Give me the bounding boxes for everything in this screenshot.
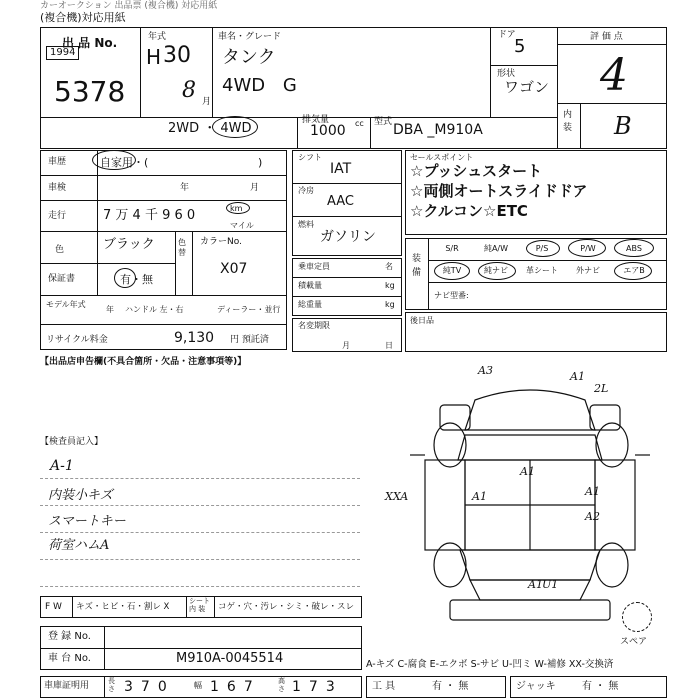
shape-value: ワゴン — [504, 78, 550, 96]
inspection-label: 車検 — [48, 183, 67, 193]
fuel-value: ガソリン — [320, 229, 376, 245]
inspection-month: 月 — [250, 183, 260, 193]
lot-label: 出 品 No. — [62, 36, 118, 50]
doors-value: 5 — [514, 36, 526, 57]
width-value: 167 — [210, 679, 261, 695]
header-subtitle: (複合機)対応用紙 — [40, 11, 126, 24]
cc-unit: cc — [355, 119, 364, 128]
equip-abs-circle — [614, 239, 654, 257]
history-circle — [92, 150, 136, 170]
equipment-label: 装備 — [412, 254, 422, 278]
mark-right-a1: A1 — [585, 485, 600, 498]
spare-tire-icon — [622, 602, 652, 632]
model-name: タンク — [222, 47, 276, 68]
equip-ps-circle — [526, 240, 560, 257]
interior-value: B — [614, 112, 632, 140]
mileage-mile: マイル — [230, 221, 254, 230]
fuel-label: 燃料 — [298, 220, 314, 229]
equip-abs: ABS — [626, 244, 642, 253]
equip-airbag-circle — [614, 262, 652, 280]
rating-label: 評 価 点 — [590, 32, 623, 42]
passengers-unit: 名 — [385, 262, 393, 271]
mark-side-xxa: XXA — [385, 490, 409, 503]
inspector-line-3: スマートキー — [48, 514, 126, 529]
notes-label: 【出品店申告欄(不具合箇所・欠品・注意事項等)】 — [40, 357, 247, 367]
spare-label: スペア — [620, 637, 648, 647]
mark-front-a1: A1 — [570, 370, 585, 383]
history-close: ) — [258, 156, 263, 169]
year-month: 8 — [182, 78, 196, 103]
chassis-label: 車 台 No. — [48, 653, 91, 664]
warranty-label: 保証書 — [48, 274, 76, 284]
height-label: 高さ — [278, 677, 285, 693]
total-unit: kg — [385, 300, 395, 309]
equip-pw: P/W — [580, 244, 596, 253]
year-value: 30 — [163, 43, 191, 68]
equip-sr: S/R — [445, 244, 459, 253]
lot-number: 5378 — [54, 75, 126, 108]
dealer: ディーラー・並行 — [217, 305, 281, 314]
history-label: 車歴 — [48, 157, 67, 167]
inspector-line-4: 荷室ハムA — [48, 538, 110, 553]
handle: ハンドル 左・右 — [125, 305, 184, 314]
recycle-value: 9,130 — [174, 330, 215, 346]
dimensions-label: 車庫証明用 — [44, 681, 90, 691]
equip-alloy: 純A/W — [483, 244, 509, 253]
equip-ps: P/S — [535, 244, 549, 253]
doors-label: ドア — [498, 30, 516, 40]
recycle-label: リサイクル料金 — [46, 335, 108, 345]
model-label: 車名・グレード — [218, 32, 282, 42]
ac-value: AAC — [327, 194, 354, 209]
color-change-label: 色替 — [178, 238, 186, 258]
equip-tv: 純TV — [442, 266, 462, 275]
year-month-unit: 月 — [202, 97, 212, 107]
ac-label: 冷房 — [298, 186, 314, 195]
color-label: 色 — [55, 245, 65, 255]
inspector-label: 【検査員記入】 — [40, 437, 104, 447]
left-info-block — [40, 150, 287, 350]
height-value: 173 — [292, 679, 343, 695]
displacement-label: 排気量 — [302, 115, 330, 125]
weight-label: 積載量 — [298, 281, 322, 290]
shape-label: 形状 — [497, 69, 516, 79]
mileage-value: 7 万 4 千 9 6 0 — [103, 208, 196, 223]
mark-roof-a1: A1 — [520, 465, 535, 478]
color-value: ブラック — [103, 237, 155, 252]
mileage-label: 走行 — [48, 211, 67, 221]
displacement-value: 1000 — [310, 123, 346, 139]
equip-navi: 純ナビ — [484, 266, 508, 275]
mileage-km: km — [230, 204, 243, 213]
shift-value: IAT — [330, 161, 352, 177]
name-change-label: 名変期限 — [298, 321, 330, 330]
model-year-unit: 年 — [106, 305, 114, 314]
equip-ext-navi: 外ナビ — [576, 266, 600, 275]
navi-model-label: ナビ型番: — [434, 291, 469, 300]
later-label: 後日品 — [410, 316, 434, 325]
drive-4wd-circle — [212, 116, 258, 138]
weight-unit: kg — [385, 281, 395, 290]
mark-front-a3: A3 — [478, 364, 493, 377]
type-label: 型式 — [374, 117, 393, 127]
type-value: DBA _M910A — [393, 122, 483, 138]
mark-left-a1: A1 — [472, 490, 487, 503]
interior-label: 内装 — [563, 110, 573, 133]
recycle-unit: 円 預託済 — [230, 335, 269, 345]
mark-rear-u1: U1 — [542, 578, 559, 591]
length-value: 370 — [124, 679, 175, 695]
warranty-value: 有・無 — [120, 273, 153, 286]
warranty-circle — [114, 268, 136, 288]
color-no-label: カラーNo. — [200, 237, 242, 247]
mark-rear-a1: A1 — [528, 578, 543, 591]
name-change-day: 日 — [385, 341, 393, 350]
year-era: H — [146, 45, 162, 69]
width-label: 幅 — [194, 681, 202, 690]
tools-value: 有 ・ 無 — [432, 681, 469, 692]
seat-label: シート 内 装 — [189, 597, 210, 613]
equip-tv-circle — [434, 262, 470, 280]
inspector-line-1: A-1 — [50, 458, 74, 474]
total-label: 総重量 — [298, 300, 322, 309]
inspector-line-2: 内装小キズ — [48, 488, 113, 503]
shift-label: シフト — [298, 153, 322, 162]
jack-label: ジャッキ — [516, 681, 556, 692]
fw-text: キズ・ヒビ・石・割レ X — [76, 602, 170, 612]
sales-points-label: セールスポイント — [410, 153, 474, 162]
header-top-line: カーオークション 出品票 (複合機) 対応用紙 — [40, 1, 218, 11]
tools-label: 工 具 — [372, 681, 396, 692]
equip-pw-circle — [568, 239, 606, 257]
length-label: 長さ — [108, 677, 115, 693]
model-year-label: モデル年式 — [46, 300, 86, 309]
seat-text: コゲ・穴・汚レ・シミ・破レ・スレ — [218, 602, 355, 612]
history-value: 自家用・( — [100, 156, 149, 169]
color-no: X07 — [220, 261, 248, 277]
drive-options: 2WD ・ 4WD — [168, 121, 252, 136]
later-items-block — [405, 312, 667, 352]
passengers-label: 乗車定員 — [298, 262, 330, 271]
sales-point-3: ☆クルコン☆ETC — [410, 202, 528, 220]
jack-value: 有 ・ 無 — [582, 681, 619, 692]
inspection-year: 年 — [180, 183, 190, 193]
year-label: 年式 — [148, 32, 167, 42]
lot-bracket-code: 1994 — [46, 46, 79, 60]
rating-score: 4 — [600, 50, 628, 101]
mark-front-2l: 2L — [594, 382, 609, 395]
equip-navi-circle — [478, 262, 516, 280]
equip-leather: 革シート — [526, 266, 558, 275]
registration-label: 登 録 No. — [48, 631, 91, 642]
sales-point-1: ☆プッシュスタート — [410, 162, 543, 180]
equip-airbag: エアB — [623, 266, 645, 275]
chassis-number: M910A-0045514 — [176, 651, 284, 666]
damage-legend: A-キズ C-腐食 E-エクボ S-サビ U-凹ミ W-補修 XX-交換済 — [366, 659, 614, 670]
name-change-month: 月 — [342, 341, 350, 350]
mark-right-a2: A2 — [585, 510, 600, 523]
model-grade: 4WD G — [222, 75, 297, 96]
sales-point-2: ☆両側オートスライドドア — [410, 182, 588, 200]
fw-label: F W — [45, 602, 62, 612]
